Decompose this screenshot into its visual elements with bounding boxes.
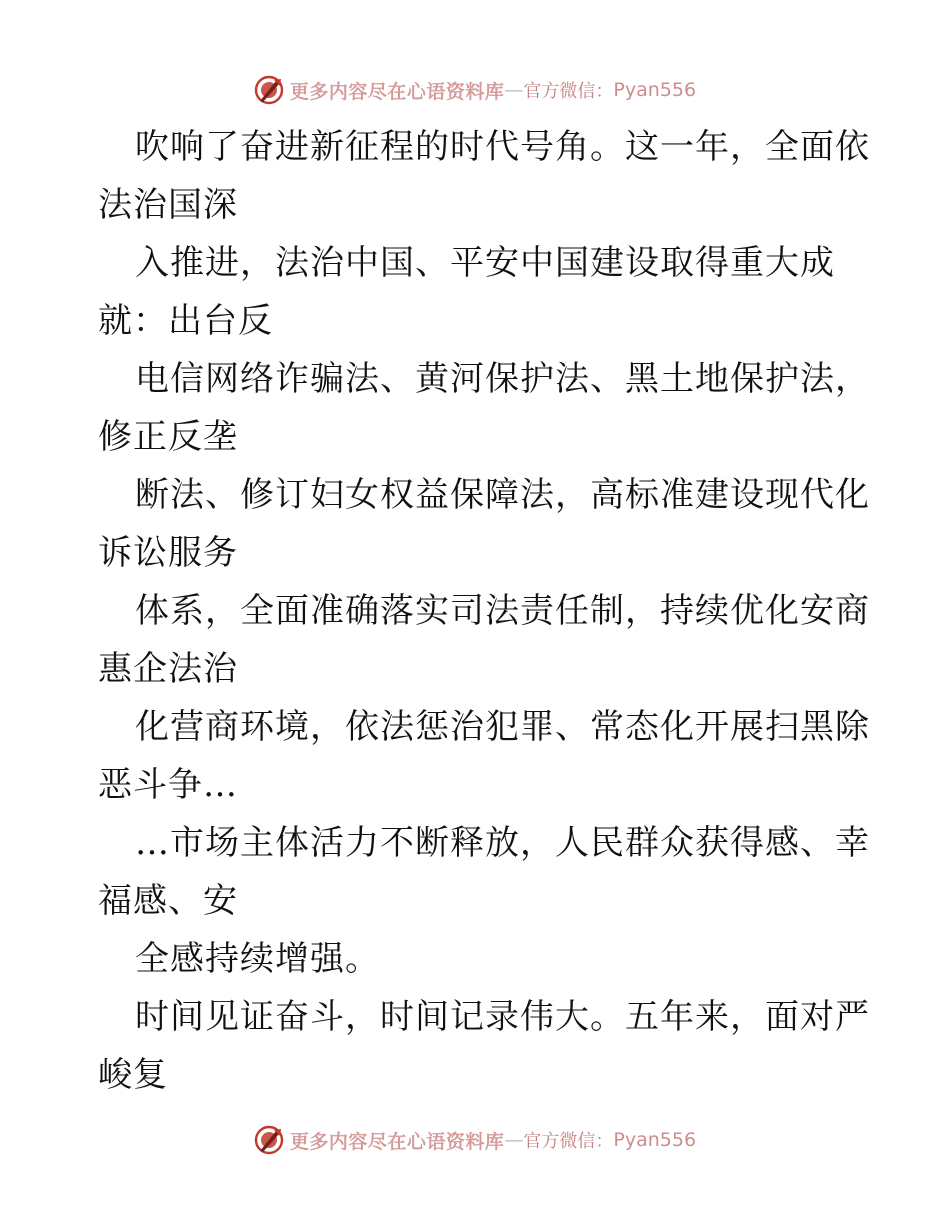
text-line: 就：出台反 xyxy=(98,301,273,341)
text-line: 时间见证奋斗，时间记录伟大。五年来，面对严 xyxy=(135,997,870,1037)
wechat-label: 官方微信： xyxy=(523,1131,614,1152)
text-line: 体系，全面准确落实司法责任制，持续优化安商 xyxy=(135,591,870,631)
header-banner xyxy=(0,70,950,110)
text-line: 恶斗争… xyxy=(98,765,238,805)
text-line: 断法、修订妇女权益保障法，高标准建设现代化 xyxy=(135,475,870,515)
text-line: 法治国深 xyxy=(98,185,238,225)
text-line: 惠企法治 xyxy=(98,649,238,689)
wechat-id: Pyan556 xyxy=(613,1129,697,1151)
separator: — xyxy=(504,79,524,101)
text-line: 修正反垄 xyxy=(98,417,238,457)
wechat-label: 官方微信： xyxy=(523,81,614,102)
separator: — xyxy=(504,1129,524,1151)
document-body xyxy=(98,118,870,1104)
text-line: 化营商环境，依法惩治犯罪、常态化开展扫黑除 xyxy=(135,707,870,747)
wechat-id: Pyan556 xyxy=(613,79,697,101)
promo-text: 更多内容尽在心语资料库 xyxy=(289,80,505,103)
text-line: 诉讼服务 xyxy=(98,533,238,573)
quill-seal-icon xyxy=(254,1125,284,1155)
text-line: 峻复 xyxy=(98,1055,168,1095)
text-line: 吹响了奋进新征程的时代号角。这一年，全面依 xyxy=(135,127,870,167)
footer-banner xyxy=(0,1120,950,1160)
text-line: 电信网络诈骗法、黄河保护法、黑土地保护法， xyxy=(135,359,870,399)
text-line: …市场主体活力不断释放，人民群众获得感、幸 xyxy=(135,823,870,863)
text-line: 全感持续增强。 xyxy=(135,939,380,979)
promo-text: 更多内容尽在心语资料库 xyxy=(289,1130,505,1153)
text-line: 入推进，法治中国、平安中国建设取得重大成 xyxy=(135,243,835,283)
text-line: 福感、安 xyxy=(98,881,238,921)
quill-seal-icon xyxy=(254,75,284,105)
